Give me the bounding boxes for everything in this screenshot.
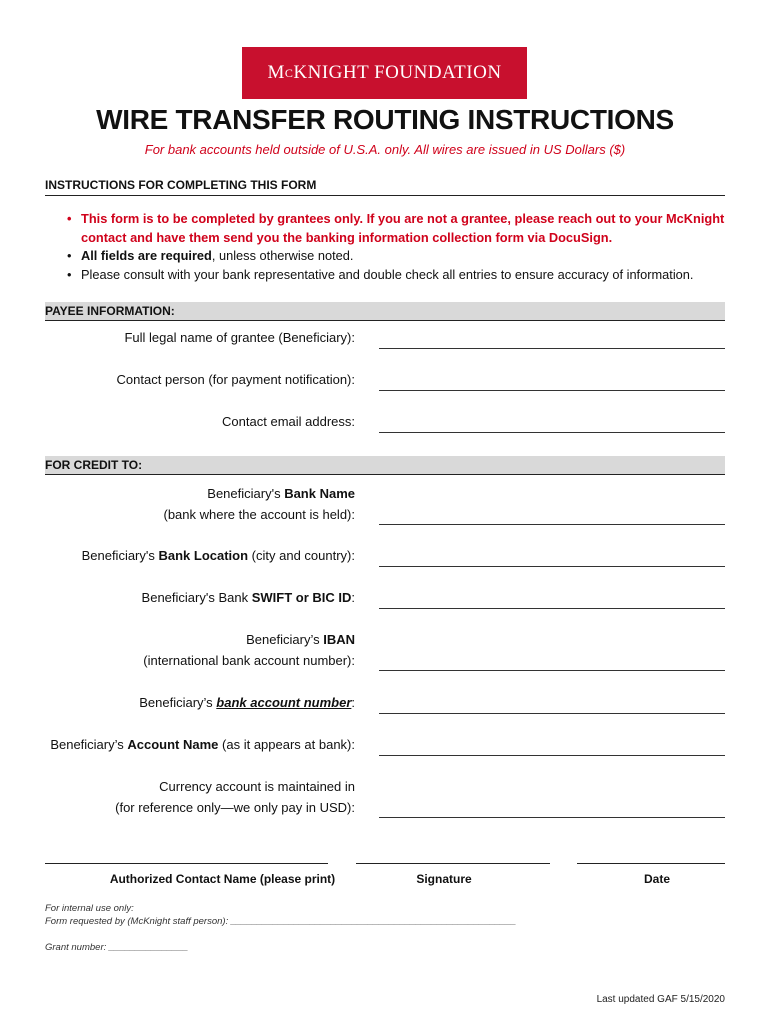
label-text: Beneficiary's — [207, 486, 285, 501]
logo-prefix: M — [267, 62, 285, 83]
internal-use-label: For internal use only: — [45, 903, 134, 914]
credit-section-header — [45, 456, 725, 475]
label-bold: IBAN — [323, 632, 355, 647]
contact-person-label: Contact person (for payment notification): — [116, 372, 355, 387]
label-text: Beneficiary’s — [139, 695, 217, 710]
staff-person-field[interactable]: Form requested by (McKnight staff person): ______________________________________________________ — [45, 916, 517, 927]
label-text: Currency account is maintained in — [159, 779, 355, 794]
label-text: : — [351, 695, 355, 710]
instructions-list — [67, 210, 727, 284]
payee-heading: PAYEE INFORMATION: — [45, 304, 175, 318]
label-text: (as it appears at bank): — [218, 737, 355, 752]
currency-label — [115, 776, 355, 818]
label-text: Beneficiary’s — [50, 737, 128, 752]
label-text: (city and country): — [248, 548, 355, 563]
contact-email-field[interactable] — [379, 432, 725, 433]
page-subtitle: For bank accounts held outside of U.S.A. only. All wires are issued in US Dollars ($) — [144, 142, 626, 157]
label-bold: bank account number — [216, 695, 352, 710]
label-bold: Account Name — [127, 737, 219, 752]
signature-label: Signature — [416, 872, 472, 886]
label-text: (international bank account number): — [143, 653, 355, 668]
instruction-item — [67, 247, 727, 266]
date-label: Date — [643, 872, 670, 886]
label-text: : — [351, 590, 355, 605]
label-bold: Bank Location — [158, 548, 249, 563]
mcknight-logo — [242, 47, 527, 99]
swift-field[interactable] — [379, 608, 725, 609]
label-text: Beneficiary’s — [246, 632, 324, 647]
contact-email-label: Contact email address: — [222, 414, 355, 429]
label-bold: Bank Name — [284, 486, 355, 501]
bank-name-field[interactable] — [379, 524, 725, 525]
label-text: (bank where the account is held): — [163, 507, 355, 522]
page-title: WIRE TRANSFER ROUTING INSTRUCTIONS — [96, 104, 674, 135]
contact-person-field[interactable] — [379, 390, 725, 391]
instruction-item: • This form is to be completed by grantees only. If you are not a grantee, please reach out to your McKnight contact and have them send you the banking information collection form via DocuSign. — [67, 210, 727, 247]
logo-text: KNIGHT FOUNDATION — [293, 62, 502, 83]
last-updated: Last updated GAF 5/15/2020 — [596, 994, 725, 1005]
beneficiary-name-field[interactable] — [379, 348, 725, 349]
instructions-heading: INSTRUCTIONS FOR COMPLETING THIS FORM — [45, 178, 317, 192]
instructions-rule — [45, 195, 725, 196]
currency-field[interactable] — [379, 817, 725, 818]
account-name-field[interactable] — [379, 755, 725, 756]
grant-number-field[interactable]: Grant number: _______________ — [45, 942, 189, 953]
label-text: Beneficiary's Bank — [141, 590, 252, 605]
iban-label — [143, 629, 355, 671]
instruction-text: , unless otherwise noted. — [211, 248, 354, 263]
bank-location-label — [82, 545, 355, 566]
date-line[interactable] — [577, 863, 725, 864]
label-bold: SWIFT or BIC ID — [251, 590, 352, 605]
account-number-field[interactable] — [379, 713, 725, 714]
label-text: Beneficiary's — [81, 548, 159, 563]
account-number-label — [139, 692, 355, 713]
signature-line[interactable] — [356, 863, 550, 864]
instruction-item: • Please consult with your bank representative and double check all entries to ensure accuracy of information. — [67, 266, 727, 285]
swift-label — [142, 587, 355, 608]
iban-field[interactable] — [379, 670, 725, 671]
credit-heading: FOR CREDIT TO: — [45, 458, 143, 472]
bank-location-field[interactable] — [379, 566, 725, 567]
instruction-bold: All fields are required — [81, 248, 212, 263]
contact-name-line[interactable] — [45, 863, 328, 864]
beneficiary-name-label: Full legal name of grantee (Beneficiary): — [124, 330, 355, 345]
bank-name-label — [164, 483, 356, 525]
label-text: (for reference only—we only pay in USD): — [115, 800, 355, 815]
payee-section-header — [45, 302, 725, 321]
contact-name-label: Authorized Contact Name (please print) — [109, 872, 336, 886]
account-name-label — [50, 734, 355, 755]
logo-superscript: C — [284, 65, 294, 80]
